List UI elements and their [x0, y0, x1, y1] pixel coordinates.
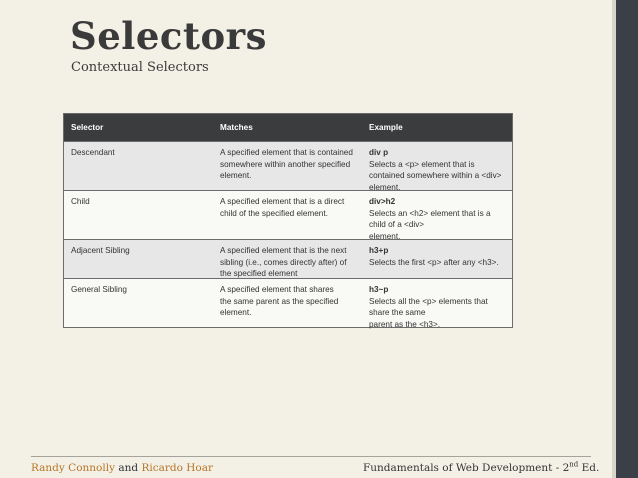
table-header-row	[64, 114, 512, 141]
header-matches: Matches	[220, 122, 253, 132]
matches-text: A specified element that is the next sibling (i.e., comes directly after) of the specified element	[220, 246, 347, 278]
example-cell	[362, 279, 510, 327]
matches-cell	[213, 240, 362, 278]
example-description: Selects the first <p> after any <h3>.	[369, 257, 499, 267]
example-selector: div>h2	[369, 197, 396, 206]
author-name: Ricardo Hoar	[141, 462, 213, 474]
footer-divider	[31, 456, 591, 457]
matches-cell	[213, 142, 362, 190]
example-cell	[362, 240, 510, 278]
matches-text: A specified element that shares the same parent as the specified element.	[220, 285, 339, 317]
selector-cell: Descendant	[71, 148, 115, 157]
right-sidebar-bar	[616, 0, 638, 478]
author-conjunction: and	[115, 462, 142, 474]
selector-cell: Adjacent Sibling	[71, 246, 130, 255]
table-row	[64, 141, 512, 190]
table-row	[64, 239, 512, 278]
selector-cell: Child	[71, 197, 90, 206]
header-selector: Selector	[71, 122, 104, 132]
slide-subtitle: Contextual Selectors	[71, 60, 209, 75]
edition-superscript: nd	[569, 460, 579, 469]
edition-suffix: Ed.	[578, 462, 600, 474]
example-selector: h3+p	[369, 246, 389, 255]
footer-book-title	[363, 462, 599, 474]
table-row	[64, 278, 512, 327]
table-row	[64, 190, 512, 239]
matches-text: A specified element that is contained somewhere within another specified element.	[220, 148, 353, 180]
matches-cell	[213, 191, 362, 239]
header-example: Example	[369, 122, 403, 132]
matches-text: A specified element that is a direct child of the specified element.	[220, 197, 345, 218]
example-description: Selects all the <p> elements that share the same parent as the <h3>.	[369, 296, 488, 329]
example-cell	[362, 142, 510, 190]
example-selector: div p	[369, 148, 389, 157]
book-title-text: Fundamentals of Web Development - 2	[363, 462, 570, 474]
selectors-table	[63, 113, 513, 328]
footer-authors	[31, 462, 213, 474]
example-description: Selects a <p> element that is contained somewhere within a <div> element.	[369, 159, 502, 192]
example-cell	[362, 191, 510, 239]
example-description: Selects an <h2> element that is a child of a <div> element.	[369, 208, 491, 241]
matches-cell	[213, 279, 362, 327]
example-selector: h3~p	[369, 285, 389, 294]
slide-title: Selectors	[70, 14, 267, 58]
selector-cell: General Sibling	[71, 285, 127, 294]
author-name: Randy Connolly	[31, 462, 116, 474]
